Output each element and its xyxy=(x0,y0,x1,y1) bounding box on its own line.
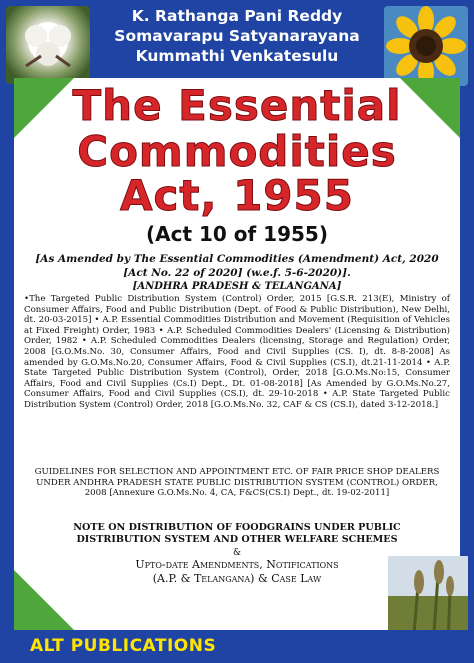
amendment-line: [As Amended by The Essential Commodities (Amendment) Act, 2020 xyxy=(35,253,439,265)
orders-list-text: •The Targeted Public Distribution System (Control) Order, 2015 [G.S.R. 213(E), Ministry of Consumer Affairs, Food and Public Distribution (Dept. of Food & Public Distribution), New Delhi, dt. 20-03-2015] • A.P. Essential Commodities Distribution and Movement (Requisition of Vehicles at Fixed Freight) Order, 1983 • A.P. Scheduled Commodities Dealers' (Licensing & Distribution) Order, 1982 • A.P. Scheduled Commodities Dealers (licensing, Storage and Regulation) Order, 2008 [G.O.Ms.No. 30, Consumer Affairs, Food and Civil Supplies (CS. I), dt. 8-8-2008] As amended by G.O.Ms.No.20, Consumer Affairs, Food & Civil Supplies (CS.I), dt.21-11-2014 • A.P. State Targeted Public Distribution System (Control), Order, 2018 [G.O.Ms.No:15, Consumer Affairs, Food and Civil Supplies (Cs.I) Dept., Dt. 01-08-2018] [As Amended by G.O.Ms.No.27, Consumer Affairs, Food and Civil Supplies (CS.I), dt. 29-10-2018 • A.P. State Targeted Public Distribution System (Control) Order, 2018 [G.O.Ms.No. 32, CAF & CS (CS.I), dated 3-12-2018.] xyxy=(24,294,450,410)
amendment-note xyxy=(30,252,444,280)
author-name: K. Rathanga Pani Reddy xyxy=(131,7,343,25)
book-title-line: The Essential xyxy=(72,81,402,130)
author-name: Kummathi Venkatesulu xyxy=(135,47,339,65)
uptodate-amendments xyxy=(30,558,444,586)
book-title-line: Act, 1955 xyxy=(120,171,354,220)
amendment-line: [Act No. 22 of 2020] (w.e.f. 5-6-2020)]. xyxy=(123,267,351,279)
cotton-photo xyxy=(6,6,90,84)
ampersand: & xyxy=(232,548,241,558)
note-line: NOTE ON DISTRIBUTION OF FOODGRAINS UNDER PUBLIC xyxy=(73,522,401,533)
book-title-line: Commodities xyxy=(77,127,397,176)
uptodate-line: Upto-date Amendments, Notifications xyxy=(135,558,339,571)
green-corner-decoration xyxy=(14,570,74,630)
author-name: Somavarapu Satyanarayana xyxy=(114,27,360,45)
sunflower-photo xyxy=(384,6,468,86)
uptodate-line: (A.P. & Telangana) & Case Law xyxy=(152,572,322,585)
author-list xyxy=(95,6,379,66)
publisher-name: ALT PUBLICATIONS xyxy=(30,636,217,656)
guidelines-text: GUIDELINES FOR SELECTION AND APPOINTMENT ETC. OF FAIR PRICE SHOP DEALERS UNDER ANDHRA PRADESH STATE PUBLIC DISTRIBUTION SYSTEM (CONTROL) ORDER, 2008 [Annexure G.O.Ms.No. 4, CA, F&CS(CS.I) Dept., dt. 19-02-2011] xyxy=(34,467,440,499)
foodgrains-note xyxy=(30,522,444,546)
act-number: (Act 10 of 1955) xyxy=(145,222,328,246)
note-line: DISTRIBUTION SYSTEM AND OTHER WELFARE SCHEMES xyxy=(76,534,398,545)
state-label: [ANDHRA PRADESH & TELANGANA] xyxy=(132,281,342,292)
